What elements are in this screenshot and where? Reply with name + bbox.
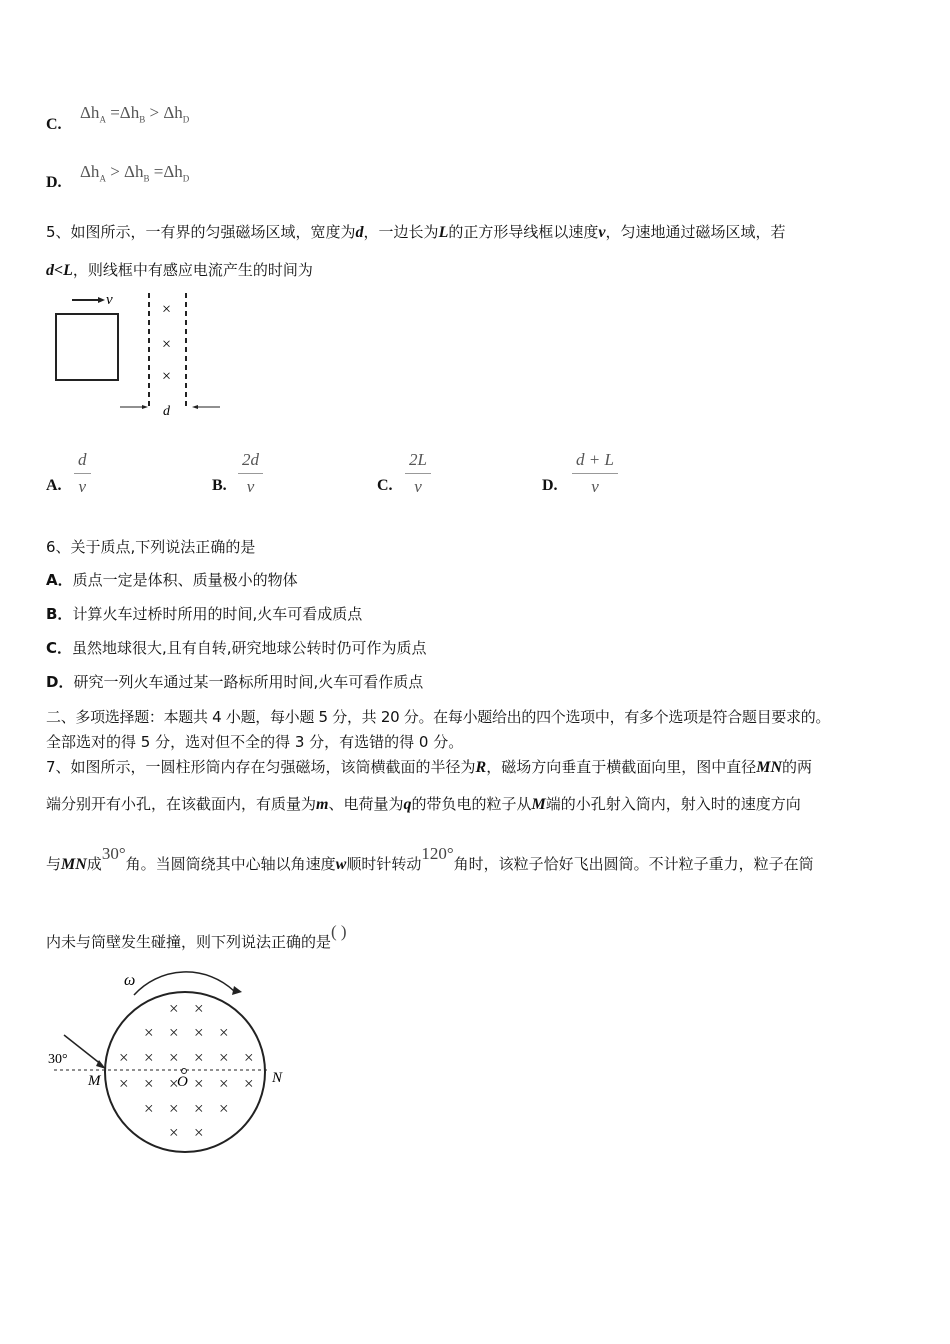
field-cross: × — [162, 368, 172, 385]
field-cross: × — [194, 999, 204, 1018]
field-cross: × — [219, 1048, 229, 1067]
square-loop — [56, 314, 118, 380]
angle-label: 30° — [48, 1052, 68, 1067]
q5-stem-line2: d<L，则线框中有感应电流产生的时间为 — [46, 261, 313, 279]
field-cross: × — [144, 1023, 154, 1042]
field-cross: × — [119, 1074, 129, 1093]
q7-stem-line4: 内未与筒壁发生碰撞，则下列说法正确的是( ) — [46, 922, 347, 951]
q7-stem-line3: 与MN成30°角。当圆筒绕其中心轴以角速度w顺时针转动120°角时，该粒子恰好飞出圆筒。不计粒子重力，粒子在筒 — [46, 844, 814, 873]
q5-figure — [50, 288, 225, 420]
q5-stem-line1: 5、如图所示，一有界的匀强磁场区域，宽度为d，一边长为L的正方形导线框以速度v，匀速地通过磁场区域，若 — [46, 223, 786, 241]
field-cross: × — [194, 1074, 204, 1093]
option-b-fraction: $\frac{2d}{v}$ — [238, 450, 263, 497]
q6-stem: 6、关于质点,下列说法正确的是 — [46, 538, 256, 556]
q6-option-c: C．虽然地球很大,且有自转,研究地球公转时仍可作为质点 — [46, 639, 427, 657]
field-cross: × — [162, 336, 172, 353]
field-cross: × — [194, 1123, 204, 1142]
option-label: C. — [377, 477, 393, 494]
field-cross: × — [169, 1074, 179, 1093]
q7-stem-line1: 7、如图所示，一圆柱形筒内存在匀强磁场，该筒横截面的半径为R，磁场方向垂直于横截面向里，图中直径MN的两 — [46, 758, 813, 776]
field-cross: × — [144, 1099, 154, 1118]
q7-stem-line2: 端分别开有小孔，在该截面内，有质量为m、电荷量为q的带负电的粒子从M端的小孔射入筒内，射入时的速度方向 — [46, 795, 801, 813]
section2-scoring: 全部选对的得 5 分，选对但不全的得 3 分，有选错的得 0 分。 — [46, 733, 464, 751]
option-label: D. — [46, 174, 62, 191]
option-d-formula: $\Delta h_A > \Delta h_B =\Delta h_D$ — [80, 162, 190, 184]
omega-label: ω — [124, 972, 136, 989]
field-cross: × — [169, 1023, 179, 1042]
q7-figure — [44, 965, 304, 1165]
field-cross: × — [219, 1074, 229, 1093]
q6-option-a: A．质点一定是体积、质量极小的物体 — [46, 571, 298, 589]
field-cross: × — [169, 1099, 179, 1118]
field-cross: × — [219, 1099, 229, 1118]
option-label: C. — [46, 116, 62, 133]
field-cross: × — [169, 1123, 179, 1142]
option-c-fraction: $\frac{2L}{v}$ — [405, 450, 431, 497]
center-o-label: O — [177, 1074, 188, 1090]
field-cross: × — [169, 1048, 179, 1067]
field-cross: × — [194, 1099, 204, 1118]
option-label: B. — [212, 477, 227, 494]
option-c-formula: $\Delta h_A =\Delta h_B > \Delta h_D$ — [80, 103, 190, 125]
field-cross: × — [119, 1048, 129, 1067]
q6-option-b: B．计算火车过桥时所用的时间,火车可看成质点 — [46, 605, 363, 623]
field-cross: × — [194, 1048, 204, 1067]
width-label: d — [163, 404, 170, 419]
field-cross: × — [144, 1048, 154, 1067]
option-a-fraction: $\frac{d}{v}$ — [74, 450, 91, 497]
field-cross: × — [194, 1023, 204, 1042]
field-cross: × — [219, 1023, 229, 1042]
field-cross: × — [169, 999, 179, 1018]
point-m-label: M — [88, 1073, 101, 1089]
field-cross: × — [144, 1074, 154, 1093]
cylinder-cross-section — [105, 992, 265, 1152]
option-label: A. — [46, 477, 62, 494]
field-cross: × — [244, 1074, 254, 1093]
velocity-label: v — [106, 292, 113, 308]
q6-option-d: D．研究一列火车通过某一路标所用时间,火车可看作质点 — [46, 673, 424, 691]
point-n-label: N — [272, 1070, 283, 1086]
option-label: D. — [542, 477, 558, 494]
field-cross: × — [162, 301, 172, 318]
section2-heading: 二、多项选择题：本题共 4 小题，每小题 5 分，共 20 分。在每小题给出的四个选项中，有多个选项是符合题目要求的。 — [46, 708, 831, 726]
option-d-fraction: $\frac{d + L}{v}$ — [572, 450, 618, 497]
field-cross: × — [244, 1048, 254, 1067]
